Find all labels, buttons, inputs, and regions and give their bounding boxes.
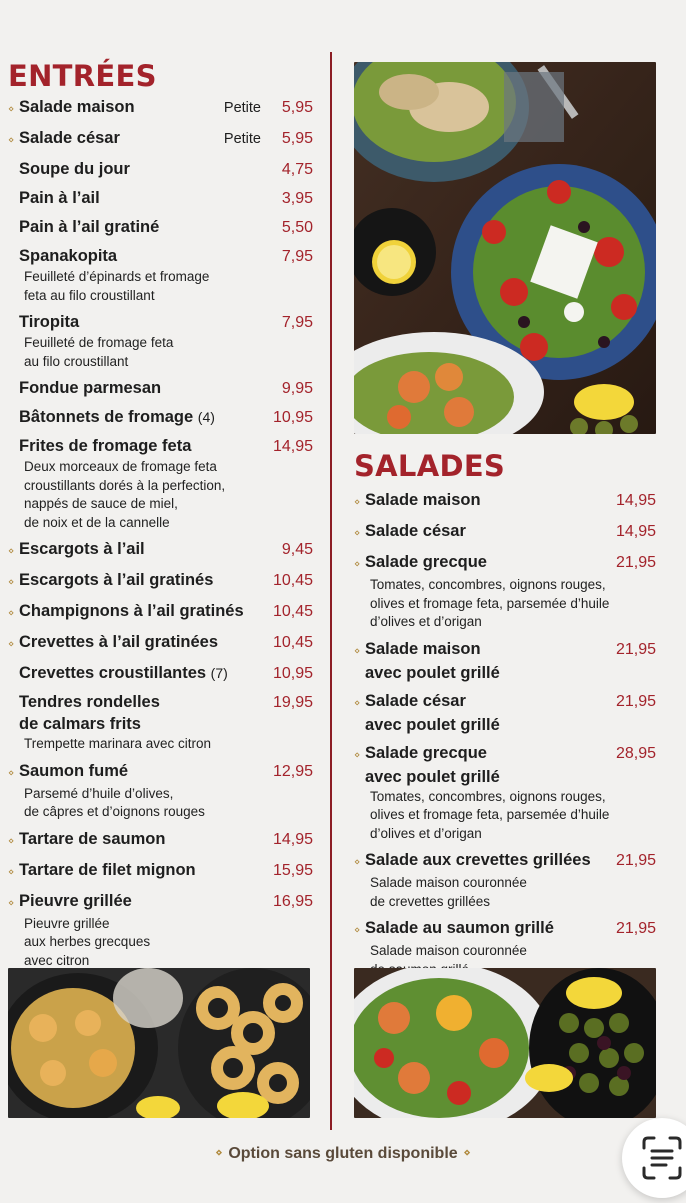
item-description: Deux morceaux de fromage feta croustillants dorés à la perfection, nappés de sauce de miel, de noix et de la cannelle <box>24 459 226 530</box>
item-price: 4,75 <box>281 161 313 178</box>
menu-item-salade-grecque-avec-poulet-grille <box>354 742 656 844</box>
item-price: 5,95 <box>281 130 313 147</box>
text-scan-button[interactable] <box>622 1118 686 1198</box>
item-description: Pieuvre grillée aux herbes grecques avec citron <box>24 915 151 968</box>
item-name-text: Saumon fumé <box>19 761 129 780</box>
item-price: 10,45 <box>272 572 313 589</box>
item-price: 14,95 <box>272 438 313 455</box>
diamond-icon: ⋄ <box>8 866 15 878</box>
menu-item-pain-a-l-ail <box>8 187 313 210</box>
menu-item-salade-maison-avec-poulet-grille <box>354 638 656 684</box>
item-name-text: Salade aux crevettes grillées <box>365 851 591 869</box>
item-price: 14,95 <box>272 830 313 848</box>
item-name <box>19 890 269 912</box>
menu-item-tartare-de-saumon <box>8 828 313 853</box>
item-name <box>365 489 612 511</box>
item-size: Petite <box>223 100 261 116</box>
text-scan-icon <box>622 1118 686 1198</box>
menu-item-crevettes-croustillantes <box>8 662 313 685</box>
item-name <box>19 127 224 149</box>
item-price: 12,95 <box>272 762 313 780</box>
diamond-icon: ⋄ <box>8 835 15 847</box>
gluten-free-note-text: Option sans gluten disponible <box>228 1145 458 1162</box>
item-name <box>19 631 269 653</box>
menu-item-salade-maison <box>354 489 656 514</box>
menu-item-salade-cesar <box>354 520 656 545</box>
item-price: 21,95 <box>615 852 656 869</box>
item-price: 7,95 <box>281 314 313 331</box>
item-name-continued: avec poulet grillé <box>365 715 500 734</box>
diamond-icon: ⋄ <box>354 749 361 761</box>
item-price: 15,95 <box>272 861 313 879</box>
item-name-text: Salade césar <box>19 129 120 147</box>
item-price: 21,95 <box>615 554 656 571</box>
item-name <box>19 187 269 209</box>
item-name-continued: avec poulet grillé <box>365 767 500 786</box>
menu-item-salade-grecque <box>354 551 656 632</box>
item-name <box>365 742 612 764</box>
item-name-text: Spanakopita <box>19 247 118 265</box>
item-price: 10,95 <box>272 665 313 682</box>
item-name <box>365 551 612 573</box>
item-price: 21,95 <box>615 640 656 658</box>
item-name <box>19 538 269 560</box>
item-name <box>19 435 269 457</box>
menu-item-fondue-parmesan <box>8 377 313 400</box>
menu-item-salade-maison <box>8 96 313 121</box>
menu-item-tendres-rondelles-de-calmars-frits <box>8 691 313 754</box>
menu-item-crevettes-a-l-ail-gratinees <box>8 631 313 656</box>
item-price: 9,95 <box>281 380 313 397</box>
item-quantity: (4) <box>197 409 215 425</box>
item-price: 7,95 <box>281 248 313 265</box>
item-description: Parsemé d’huile d’olives, de câpres et d’oignons rouges <box>24 785 205 819</box>
diamond-icon: ⋄ <box>354 857 361 868</box>
item-name <box>19 406 269 428</box>
item-name <box>19 760 269 782</box>
diamond-icon: ⋄ <box>354 559 361 570</box>
item-name-text: Salade maison <box>365 491 481 509</box>
item-name-text: Tartare de filet mignon <box>19 860 196 879</box>
menu-item-pain-a-l-ail-gratine <box>8 216 313 239</box>
item-name-text: Crevettes croustillantes <box>19 664 207 682</box>
item-name-text: Escargots à l’ail gratinés <box>19 571 214 589</box>
item-description: Tomates, concombres, oignons rouges, olives et fromage feta, parsemée d’huile d’olives et d’origan <box>370 577 610 629</box>
item-description: Feuilleté d’épinards et fromage feta au filo croustillant <box>24 269 210 303</box>
item-name <box>19 828 269 850</box>
item-price: 3,95 <box>281 190 313 207</box>
item-name-text: Tartare de saumon <box>19 829 166 848</box>
item-price: 10,95 <box>272 409 313 426</box>
item-name <box>19 859 269 881</box>
menu-item-salade-cesar <box>8 127 313 152</box>
item-price: 5,95 <box>281 99 313 116</box>
item-name-text: Pieuvre grillée <box>19 891 132 910</box>
menu-item-batonnets-de-fromage <box>8 406 313 429</box>
item-name-text: Bâtonnets de fromage <box>19 408 194 426</box>
item-price: 10,45 <box>272 603 313 620</box>
diamond-icon: ⋄ <box>354 645 361 657</box>
column-divider <box>330 52 332 1130</box>
diamond-icon: ⋄ <box>8 546 15 557</box>
diamond-icon: ⋄ <box>8 897 15 909</box>
item-description: Feuilleté de fromage feta au filo croustillant <box>24 335 174 369</box>
menu-item-salade-aux-crevettes-grillees <box>354 849 656 911</box>
shrimp-salad-photo <box>354 968 656 1118</box>
menu-item-saumon-fume <box>8 760 313 822</box>
menu-item-frites-de-fromage-feta <box>8 435 313 532</box>
item-price: 21,95 <box>615 692 656 710</box>
item-price: 9,45 <box>281 541 313 558</box>
diamond-icon: ⋄ <box>463 1147 471 1159</box>
item-name <box>365 520 612 542</box>
item-name <box>365 638 612 660</box>
salades-list <box>354 489 656 979</box>
salades-title: SALADES <box>354 449 506 483</box>
item-description: Salade maison couronnée <box>370 943 527 958</box>
greek-salad-photo <box>354 62 656 434</box>
item-name-text: Soupe du jour <box>19 160 130 178</box>
item-name-text: Fondue parmesan <box>19 379 162 397</box>
item-name-text: Salade césar <box>365 522 466 540</box>
item-name-text: Champignons à l’ail gratinés <box>19 602 244 620</box>
appetizers-photo <box>8 968 310 1118</box>
item-name <box>19 216 269 238</box>
item-name-continued: avec poulet grillé <box>365 663 500 682</box>
item-name-text: Escargots à l’ail <box>19 540 145 558</box>
menu-item-escargots-a-l-ail-gratines <box>8 569 313 594</box>
item-name <box>19 377 269 399</box>
item-name <box>365 917 612 939</box>
diamond-icon: ⋄ <box>354 528 361 539</box>
item-name-text: Salade maison <box>19 98 135 116</box>
menu-item-tiropita <box>8 311 313 371</box>
item-price: 14,95 <box>615 523 656 540</box>
menu-item-spanakopita <box>8 245 313 305</box>
item-description: Tomates, concombres, oignons rouges, olives et fromage feta, parsemée d’huile d’olives et d’origan <box>370 788 610 841</box>
diamond-icon: ⋄ <box>354 697 361 709</box>
menu-item-champignons-a-l-ail-gratines <box>8 600 313 625</box>
diamond-icon: ⋄ <box>8 104 15 115</box>
item-name <box>19 245 269 267</box>
item-name-continued: de calmars frits <box>19 715 141 733</box>
item-price: 19,95 <box>272 694 313 711</box>
salades-section <box>354 446 656 985</box>
diamond-icon: ⋄ <box>8 639 15 650</box>
item-description: Salade maison couronnée de crevettes grillées <box>370 875 527 909</box>
item-size: Petite <box>223 131 261 147</box>
item-description: Trempette marinara avec citron <box>24 736 212 751</box>
item-price: 5,50 <box>281 219 313 236</box>
item-name <box>19 158 269 180</box>
item-name-text: Pain à l’ail <box>19 189 100 207</box>
item-price: 28,95 <box>615 744 656 762</box>
entrees-section <box>8 56 313 976</box>
diamond-icon: ⋄ <box>354 925 361 936</box>
diamond-icon: ⋄ <box>8 767 15 779</box>
item-name <box>19 96 224 118</box>
item-price: 21,95 <box>615 920 656 937</box>
item-name <box>19 569 269 591</box>
item-name-text: Salade césar <box>365 691 466 710</box>
diamond-icon: ⋄ <box>215 1147 223 1159</box>
diamond-icon: ⋄ <box>8 608 15 619</box>
item-name-text: Tiropita <box>19 313 80 331</box>
item-name-text: Pain à l’ail gratiné <box>19 218 160 236</box>
diamond-icon: ⋄ <box>8 135 15 146</box>
item-name-text: Frites de fromage feta <box>19 437 192 455</box>
item-name-text: Salade grecque <box>365 743 487 762</box>
item-price: 14,95 <box>615 492 656 509</box>
item-name-text: Salade grecque <box>365 553 487 571</box>
item-name-text: Tendres rondelles <box>19 693 160 711</box>
entrees-list <box>8 96 313 970</box>
entrees-title: ENTRÉES <box>8 59 157 93</box>
item-price: 16,95 <box>272 892 313 910</box>
menu-item-soupe-du-jour <box>8 158 313 181</box>
menu-item-pieuvre-grillee <box>8 890 313 971</box>
item-price: 10,45 <box>272 634 313 651</box>
item-name <box>19 662 269 684</box>
item-name-text: Salade maison <box>365 639 481 658</box>
menu-item-salade-cesar-avec-poulet-grille <box>354 690 656 736</box>
gluten-free-note <box>0 1145 686 1163</box>
item-name-text: Salade au saumon grillé <box>365 919 554 937</box>
item-name <box>365 849 612 871</box>
item-name <box>19 600 269 622</box>
diamond-icon: ⋄ <box>8 577 15 588</box>
item-quantity: (7) <box>210 665 228 681</box>
menu-item-escargots-a-l-ail <box>8 538 313 563</box>
menu-item-tartare-de-filet-mignon <box>8 859 313 884</box>
item-name <box>365 690 612 712</box>
item-name-text: Crevettes à l’ail gratinées <box>19 633 219 651</box>
item-name <box>19 311 269 333</box>
diamond-icon: ⋄ <box>354 497 361 508</box>
item-name <box>19 691 269 713</box>
